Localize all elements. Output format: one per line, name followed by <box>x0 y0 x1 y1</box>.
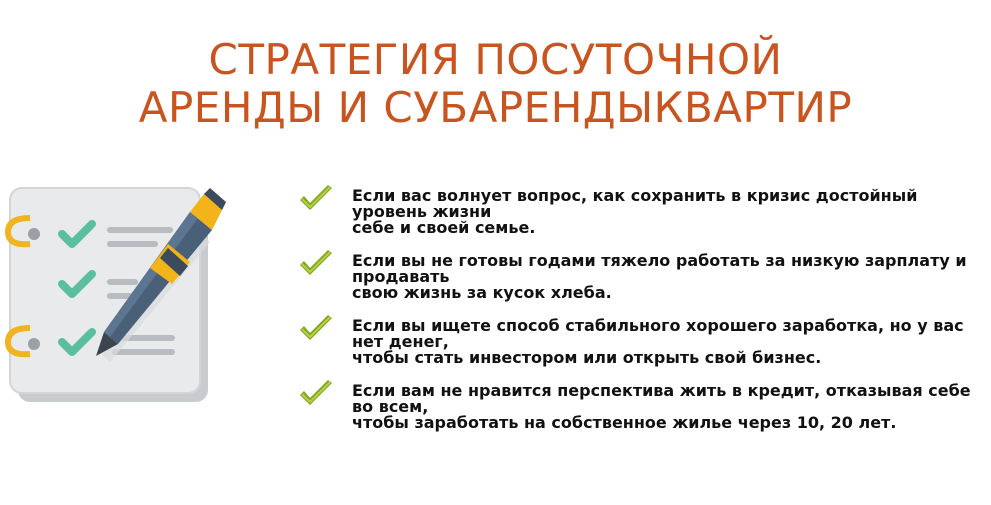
item-line-2: чтобы заработать на собственное жилье через 10, 20 лет. <box>352 413 897 432</box>
benefits-list <box>298 188 978 448</box>
item-line-1: Если вам не нравится перспектива жить в кредит, отказывая себе во всем, <box>352 381 971 416</box>
page-title <box>0 36 991 132</box>
list-item <box>298 188 978 236</box>
checklist-notepad-with-pen-illustration <box>0 172 230 412</box>
green-check-icon <box>298 314 334 344</box>
item-line-2: чтобы стать инвестором или открыть свой бизнес. <box>352 348 822 367</box>
title-line-1: СТРАТЕГИЯ ПОСУТОЧНОЙ <box>208 35 783 84</box>
item-line-2: свою жизнь за кусок хлеба. <box>352 283 612 302</box>
item-line-1: Если вы не готовы годами тяжело работать за низкую зарплату и продавать <box>352 251 967 286</box>
item-line-1: Если вы ищете способ стабильного хорошего заработка, но у вас нет денег, <box>352 316 964 351</box>
green-check-icon <box>298 379 334 409</box>
list-item <box>298 318 978 366</box>
item-line-1: Если вас волнует вопрос, как сохранить в кризис достойный уровень жизни <box>352 186 918 221</box>
list-item <box>298 253 978 301</box>
green-check-icon <box>298 184 334 214</box>
item-line-2: себе и своей семье. <box>352 218 536 237</box>
title-line-2: АРЕНДЫ И СУБАРЕНДЫКВАРТИР <box>138 83 853 132</box>
list-item <box>298 383 978 431</box>
green-check-icon <box>298 249 334 279</box>
